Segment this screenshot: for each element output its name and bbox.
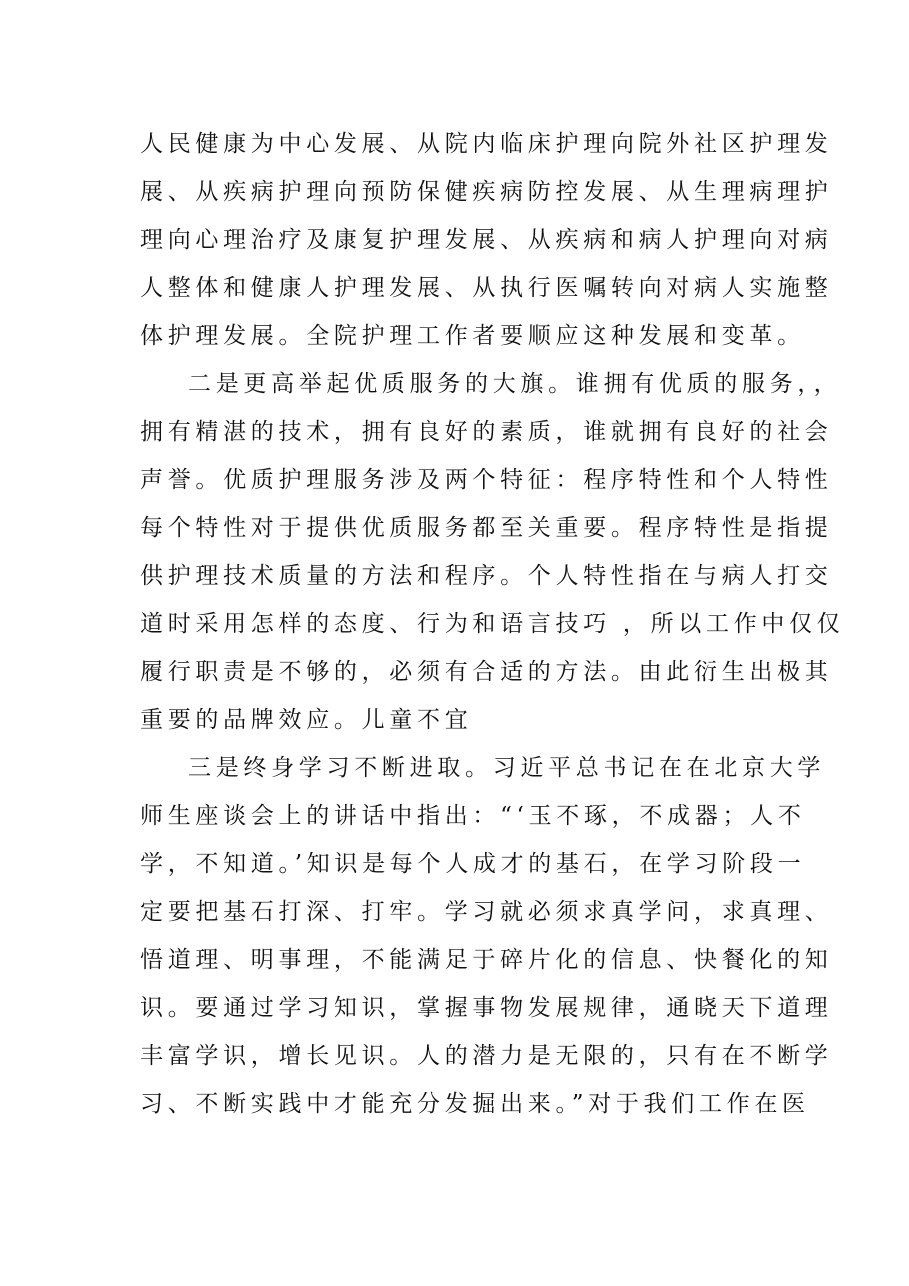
text-line: 丰富学识，增长见识。人的潜力是无限的，只有在不断学 (140, 1043, 833, 1069)
text-line: 供护理技术质量的方法和程序。个人特性指在与病人打交 (140, 563, 833, 589)
text-line: 师生座谈会上的讲话中指出：“‘玉不琢，不成器；人不 (140, 803, 806, 829)
text-line: 每个特性对于提供优质服务都至关重要。程序特性是指提 (140, 515, 833, 541)
text-line: 道时采用怎样的态度、行为和语言技巧 ，所以工作中仅仅 (140, 611, 845, 637)
text-line: 习、不断实践中才能充分发掘出来。”对于我们工作在医 (140, 1091, 810, 1117)
text-line: 人整体和健康人护理发展、从执行医嘱转向对病人实施整 (140, 275, 833, 301)
text-line: 理向心理治疗及康复护理发展、从疾病和病人护理向对病 (140, 227, 833, 253)
text-line: 重要的品牌效应。儿童不宜 (140, 707, 473, 733)
text-line: 体护理发展。全院护理工作者要顺应这种发展和变革。 (140, 323, 805, 349)
text-line: 人民健康为中心发展、从院内临床护理向院外社区护理发 (140, 131, 833, 157)
text-line: 识。要通过学习知识，掌握事物发展规律，通晓天下道理 (140, 995, 833, 1021)
text-line: 悟道理、明事理，不能满足于碎片化的信息、快餐化的知 (140, 947, 833, 973)
text-line: 履行职责是不够的，必须有合适的方法。由此衍生出极其 (140, 659, 833, 685)
text-line: 声誉。优质护理服务涉及两个特征：程序特性和个人特性 (140, 467, 833, 493)
text-line: 展、从疾病护理向预防保健疾病防控发展、从生理病理护 (140, 179, 833, 205)
text-line: 定要把基石打深、打牢。学习就必须求真学问，求真理、 (140, 899, 833, 925)
text-line: 拥有精湛的技术，拥有良好的素质，谁就拥有良好的社会 (140, 419, 833, 445)
text-line: 二是更高举起优质服务的大旗。谁拥有优质的服务，， (188, 371, 842, 397)
text-line: 三是终身学习不断进取。习近平总书记在在北京大学 (188, 755, 826, 781)
text-line: 学，不知道。’知识是每个人成才的基石，在学习阶段一 (140, 851, 806, 877)
